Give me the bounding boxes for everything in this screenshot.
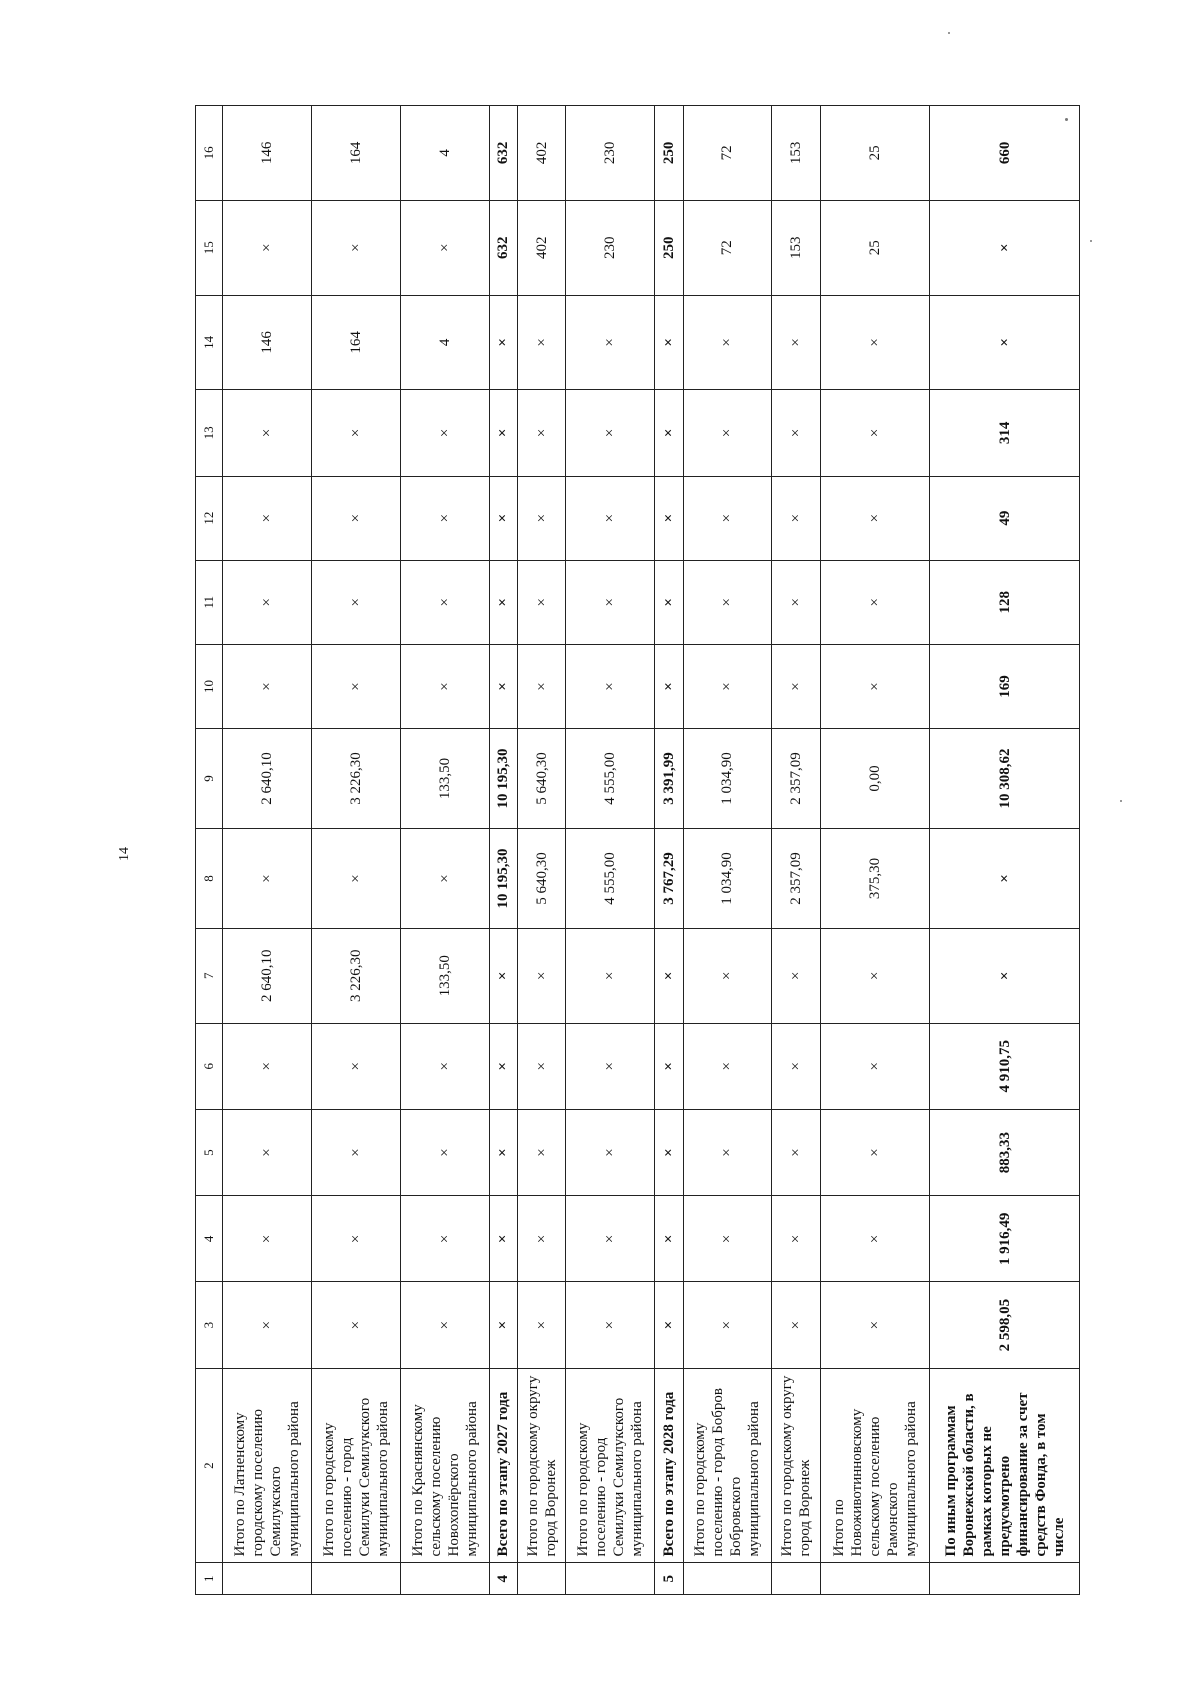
row-label: По иным программам Воронежской области, в рамках которых не предусмотрено финансирование за счет средств Фонда, в том числе xyxy=(930,1368,1080,1563)
column-number: 8 xyxy=(196,828,223,928)
table-cell: 5 640,30 xyxy=(518,729,566,829)
row-label: Итого по Новоживотинновскому сельскому поселению Рамонского муниципального района xyxy=(820,1368,929,1563)
table-cell: × xyxy=(930,295,1080,390)
column-number: 10 xyxy=(196,644,223,728)
table-row xyxy=(772,106,820,1595)
header-row xyxy=(196,106,223,1595)
table-cell: 4 555,00 xyxy=(566,828,655,928)
row-number: 5 xyxy=(655,1563,683,1595)
table-cell: 3 391,99 xyxy=(655,729,683,829)
table-cell: × xyxy=(489,1023,517,1109)
table-cell: × xyxy=(820,1282,929,1368)
table-cell: × xyxy=(489,476,517,560)
table-cell: × xyxy=(655,644,683,728)
column-number: 1 xyxy=(196,1563,223,1595)
table-cell: × xyxy=(930,928,1080,1023)
row-number xyxy=(400,1563,489,1595)
table-cell: 402 xyxy=(518,106,566,201)
table-cell: × xyxy=(930,200,1080,295)
row-number xyxy=(820,1563,929,1595)
table-cell: × xyxy=(223,390,312,476)
page-number: 14 xyxy=(117,847,132,861)
table-cell: 660 xyxy=(930,106,1080,201)
table-cell: × xyxy=(683,644,772,728)
table-cell: × xyxy=(400,1196,489,1282)
column-number: 14 xyxy=(196,295,223,390)
table-cell: × xyxy=(566,390,655,476)
table-cell: × xyxy=(518,560,566,644)
table-cell: × xyxy=(655,1023,683,1109)
table-cell: × xyxy=(400,1109,489,1195)
column-number: 7 xyxy=(196,928,223,1023)
table-cell: × xyxy=(655,560,683,644)
column-number: 6 xyxy=(196,1023,223,1109)
table-cell: × xyxy=(311,1196,400,1282)
row-label: Итого по городскому поселению - город Бобров Бобровского муниципального района xyxy=(683,1368,772,1563)
table-cell: × xyxy=(820,390,929,476)
table-cell: × xyxy=(400,560,489,644)
table-cell: 1 916,49 xyxy=(930,1196,1080,1282)
table-cell: × xyxy=(655,476,683,560)
table-cell: × xyxy=(683,928,772,1023)
table-cell: × xyxy=(683,1109,772,1195)
table-cell: 49 xyxy=(930,476,1080,560)
table-cell: 1 034,90 xyxy=(683,828,772,928)
table-cell: × xyxy=(311,828,400,928)
column-number: 12 xyxy=(196,476,223,560)
table-cell: 146 xyxy=(223,106,312,201)
table-cell: 4 555,00 xyxy=(566,729,655,829)
table-cell: × xyxy=(820,295,929,390)
table-cell: × xyxy=(683,390,772,476)
column-number: 11 xyxy=(196,560,223,644)
data-table xyxy=(195,105,1080,1595)
row-number xyxy=(566,1563,655,1595)
table-cell: × xyxy=(518,295,566,390)
table-cell: × xyxy=(772,644,820,728)
table-cell: × xyxy=(311,1023,400,1109)
table-cell: × xyxy=(223,476,312,560)
table-cell: × xyxy=(683,1196,772,1282)
table-cell: × xyxy=(518,1023,566,1109)
table-cell: 164 xyxy=(311,106,400,201)
table-cell: × xyxy=(489,1282,517,1368)
row-label: Всего по этапу 2028 года xyxy=(655,1368,683,1563)
table-cell: 25 xyxy=(820,200,929,295)
table-cell: × xyxy=(655,1282,683,1368)
table-row xyxy=(311,106,400,1595)
table-cell: 10 195,30 xyxy=(489,828,517,928)
table-cell: × xyxy=(683,476,772,560)
table-cell: 25 xyxy=(820,106,929,201)
table-cell: × xyxy=(655,295,683,390)
table-cell: 402 xyxy=(518,200,566,295)
column-number: 13 xyxy=(196,390,223,476)
table-cell: × xyxy=(772,1282,820,1368)
table-cell: × xyxy=(566,1282,655,1368)
table-cell: 3 226,30 xyxy=(311,928,400,1023)
table-cell: × xyxy=(223,1023,312,1109)
table-row xyxy=(930,106,1080,1595)
table-cell: 4 xyxy=(400,295,489,390)
table-cell: × xyxy=(518,390,566,476)
table-cell: 2 640,10 xyxy=(223,928,312,1023)
table-cell: × xyxy=(772,1109,820,1195)
scan-speck xyxy=(1090,240,1092,242)
table-cell: × xyxy=(311,560,400,644)
table-cell: × xyxy=(223,1109,312,1195)
table-cell: 72 xyxy=(683,200,772,295)
table-cell: × xyxy=(655,1109,683,1195)
table-cell: × xyxy=(772,1196,820,1282)
table-cell: × xyxy=(518,1282,566,1368)
table-cell: × xyxy=(223,828,312,928)
table-cell: 4 910,75 xyxy=(930,1023,1080,1109)
table-cell: 250 xyxy=(655,106,683,201)
table-cell: × xyxy=(772,476,820,560)
column-number: 4 xyxy=(196,1196,223,1282)
table-cell: × xyxy=(400,390,489,476)
table-cell: × xyxy=(489,1109,517,1195)
table-cell: × xyxy=(820,476,929,560)
table-cell: × xyxy=(820,560,929,644)
table-cell: × xyxy=(566,928,655,1023)
scan-speck xyxy=(948,32,950,34)
table-cell: 153 xyxy=(772,200,820,295)
table-cell: × xyxy=(566,1196,655,1282)
column-number: 2 xyxy=(196,1368,223,1563)
table-cell: × xyxy=(772,295,820,390)
row-number xyxy=(518,1563,566,1595)
table-cell: × xyxy=(489,390,517,476)
row-number: 4 xyxy=(489,1563,517,1595)
table-cell: × xyxy=(683,295,772,390)
scan-speck xyxy=(1120,800,1122,802)
table-cell: 128 xyxy=(930,560,1080,644)
table-cell: 10 308,62 xyxy=(930,729,1080,829)
table-cell: × xyxy=(566,476,655,560)
table-cell: × xyxy=(400,828,489,928)
table-cell: 5 640,30 xyxy=(518,828,566,928)
table-cell: × xyxy=(820,1196,929,1282)
row-label: Итого по городскому округу город Воронеж xyxy=(518,1368,566,1563)
table-cell: × xyxy=(489,644,517,728)
table-cell: × xyxy=(311,390,400,476)
table-cell: 10 195,30 xyxy=(489,729,517,829)
table-cell: 632 xyxy=(489,200,517,295)
table-cell: 1 034,90 xyxy=(683,729,772,829)
table-cell: × xyxy=(223,200,312,295)
table-cell: 375,30 xyxy=(820,828,929,928)
column-number: 15 xyxy=(196,200,223,295)
table-cell: 169 xyxy=(930,644,1080,728)
table-row xyxy=(400,106,489,1595)
row-label: Итого по Краснянскому сельскому поселению Новохопёрского муниципального района xyxy=(400,1368,489,1563)
table-cell: × xyxy=(311,1109,400,1195)
table-cell: 250 xyxy=(655,200,683,295)
table-cell: × xyxy=(518,1109,566,1195)
table-cell: × xyxy=(489,295,517,390)
column-number: 9 xyxy=(196,729,223,829)
table-cell: × xyxy=(489,1196,517,1282)
rotated-table-wrapper xyxy=(195,105,1080,1595)
table-cell: × xyxy=(772,928,820,1023)
table-cell: 3 226,30 xyxy=(311,729,400,829)
table-cell: × xyxy=(400,1282,489,1368)
table-cell: × xyxy=(655,390,683,476)
scan-speck xyxy=(1065,118,1068,121)
table-cell: × xyxy=(223,1282,312,1368)
table-cell: 230 xyxy=(566,200,655,295)
table-cell: × xyxy=(655,1196,683,1282)
table-cell: × xyxy=(489,560,517,644)
column-number: 16 xyxy=(196,106,223,201)
table-cell: 314 xyxy=(930,390,1080,476)
table-row xyxy=(223,106,312,1595)
table-cell: 146 xyxy=(223,295,312,390)
table-cell: × xyxy=(683,560,772,644)
table-cell: 2 357,09 xyxy=(772,729,820,829)
table-cell: × xyxy=(772,1023,820,1109)
row-number xyxy=(223,1563,312,1595)
table-cell: × xyxy=(400,644,489,728)
table-cell: 2 357,09 xyxy=(772,828,820,928)
table-cell: × xyxy=(311,1282,400,1368)
table-cell: × xyxy=(772,390,820,476)
row-number xyxy=(311,1563,400,1595)
row-number xyxy=(683,1563,772,1595)
table-cell: × xyxy=(400,200,489,295)
row-label: Всего по этапу 2027 года xyxy=(489,1368,517,1563)
table-cell: × xyxy=(311,644,400,728)
row-number xyxy=(930,1563,1080,1595)
table-cell: 133,50 xyxy=(400,729,489,829)
table-cell: 153 xyxy=(772,106,820,201)
column-number: 5 xyxy=(196,1109,223,1195)
table-cell: × xyxy=(566,1023,655,1109)
table-cell: × xyxy=(311,200,400,295)
table-cell: × xyxy=(655,928,683,1023)
table-cell: 230 xyxy=(566,106,655,201)
table-cell: × xyxy=(489,928,517,1023)
table-cell: × xyxy=(400,476,489,560)
table-cell: × xyxy=(518,644,566,728)
table-cell: 3 767,29 xyxy=(655,828,683,928)
row-label: Итого по городскому округу город Воронеж xyxy=(772,1368,820,1563)
table-cell: 164 xyxy=(311,295,400,390)
table-cell: × xyxy=(566,1109,655,1195)
table-cell: × xyxy=(683,1023,772,1109)
table-cell: 133,50 xyxy=(400,928,489,1023)
table-row xyxy=(683,106,772,1595)
table-cell: × xyxy=(820,1023,929,1109)
table-cell: × xyxy=(223,560,312,644)
table-cell: × xyxy=(772,560,820,644)
table-cell: × xyxy=(683,1282,772,1368)
column-number: 3 xyxy=(196,1282,223,1368)
table-row xyxy=(518,106,566,1595)
table-row xyxy=(489,106,517,1595)
table-cell: 0,00 xyxy=(820,729,929,829)
table-cell: 4 xyxy=(400,106,489,201)
table-cell: × xyxy=(518,928,566,1023)
table-cell: × xyxy=(930,828,1080,928)
row-label: Итого по Латненскому городскому поселению Семилукского муниципального района xyxy=(223,1368,312,1563)
table-row xyxy=(655,106,683,1595)
table-cell: 632 xyxy=(489,106,517,201)
row-number xyxy=(772,1563,820,1595)
row-label: Итого по городскому поселению - город Семилуки Семилукского муниципального района xyxy=(311,1368,400,1563)
table-cell: 883,33 xyxy=(930,1109,1080,1195)
table-cell: × xyxy=(566,295,655,390)
table-cell: × xyxy=(820,644,929,728)
table-cell: × xyxy=(223,644,312,728)
table-cell: × xyxy=(820,1109,929,1195)
table-cell: × xyxy=(223,1196,312,1282)
table-row xyxy=(820,106,929,1595)
table-cell: × xyxy=(566,644,655,728)
table-cell: 2 598,05 xyxy=(930,1282,1080,1368)
row-label: Итого по городскому поселению - город Семилуки Семилукского муниципального района xyxy=(566,1368,655,1563)
table-cell: 2 640,10 xyxy=(223,729,312,829)
table-cell: × xyxy=(518,1196,566,1282)
table-cell: × xyxy=(518,476,566,560)
table-cell: × xyxy=(566,560,655,644)
table-cell: × xyxy=(820,928,929,1023)
table-cell: × xyxy=(400,1023,489,1109)
table-cell: × xyxy=(311,476,400,560)
table-row xyxy=(566,106,655,1595)
table-cell: 72 xyxy=(683,106,772,201)
